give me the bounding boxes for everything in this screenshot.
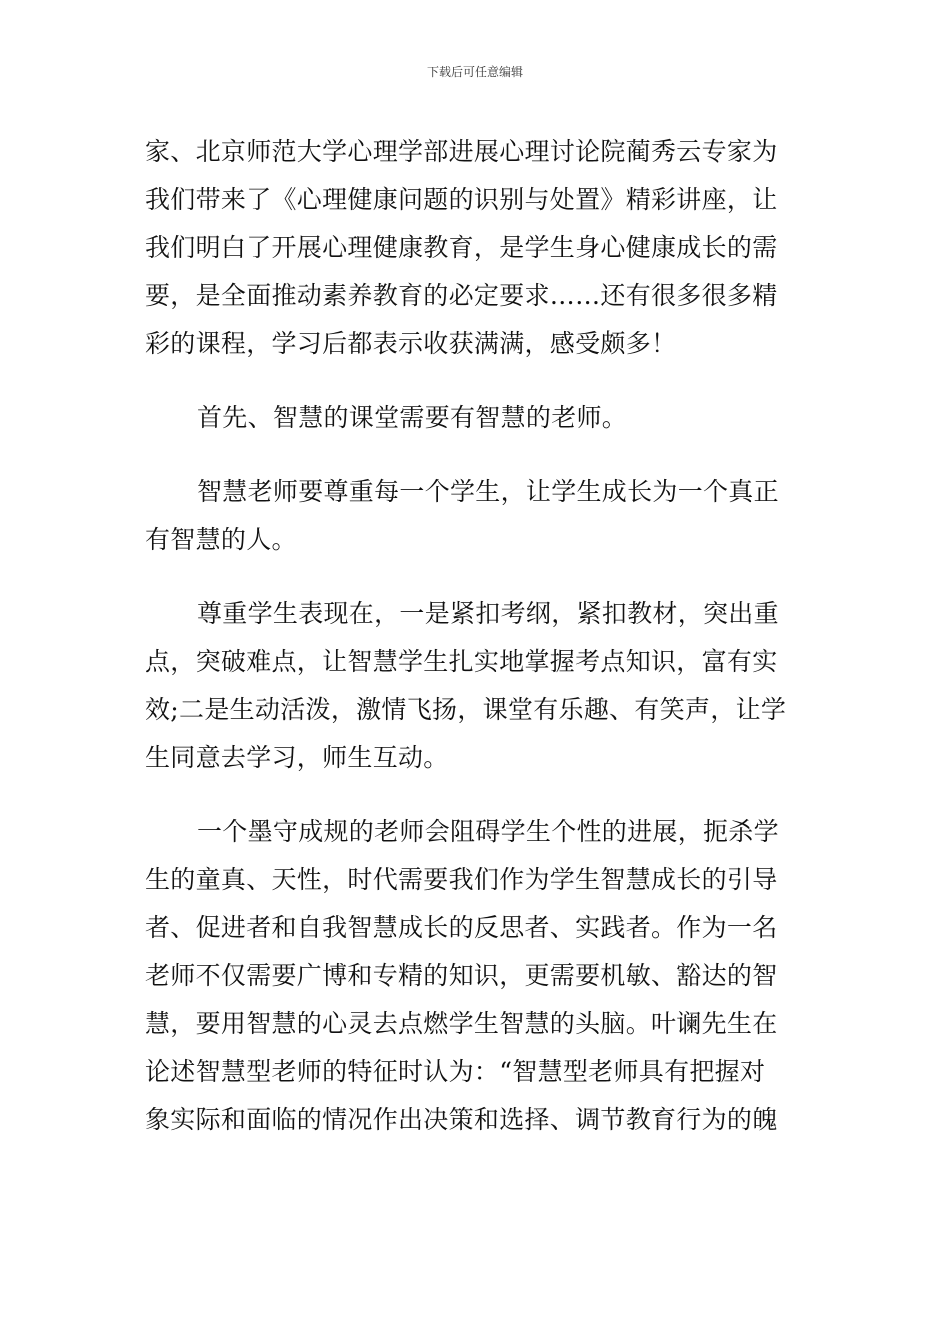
text-line: 一个墨守成规的老师会阻碍学生个性的进展，扼杀学 — [197, 817, 779, 846]
text-line: 有智慧的人。 — [145, 525, 297, 554]
text-line: 象实际和面临的情况作出决策和选择、调节教育行为的魄 — [145, 1105, 778, 1134]
paragraph — [145, 394, 805, 442]
document-body — [145, 128, 805, 1144]
text-line: 彩的课程，学习后都表示收获满满，感受颇多！ — [145, 329, 677, 358]
text-line: 智慧老师要尊重每一个学生，让学生成长为一个真正 — [197, 477, 779, 506]
text-line: 点，突破难点，让智慧学生扎实地掌握考点知识，富有实 — [145, 647, 778, 676]
text-line: 我们带来了《心理健康问题的识别与处置》精彩讲座，让 — [145, 185, 778, 214]
paragraph-gap — [145, 442, 805, 468]
text-line: 尊重学生表现在，一是紧扣考纲，紧扣教材，突出重 — [197, 599, 779, 628]
paragraph — [145, 128, 805, 368]
paragraph — [145, 590, 805, 782]
paragraph-gap — [145, 564, 805, 590]
text-line: 我们明白了开展心理健康教育，是学生身心健康成长的需 — [145, 233, 778, 262]
text-line: 家、北京师范大学心理学部进展心理讨论院蔺秀云专家为 — [145, 137, 778, 166]
page-header: 下载后可任意编辑 — [426, 65, 523, 79]
text-line: 老师不仅需要广博和专精的知识，更需要机敏、豁达的智 — [145, 961, 778, 990]
text-line: 生同意去学习，师生互动。 — [145, 743, 449, 772]
text-line: 生的童真、天性，时代需要我们作为学生智慧成长的引导 — [145, 865, 778, 894]
text-line: 论述智慧型老师的特征时认为：“智慧型老师具有把握对 — [145, 1057, 766, 1086]
paragraph — [145, 808, 805, 1144]
text-line: 首先、智慧的课堂需要有智慧的老师。 — [197, 403, 628, 432]
text-line: 要，是全面推动素养教育的必定要求……还有很多很多精 — [145, 281, 778, 310]
paragraph-gap — [145, 782, 805, 808]
paragraph — [145, 468, 805, 564]
text-line: 效;二是生动活泼，激情飞扬，课堂有乐趣、有笑声，让学 — [145, 695, 787, 724]
text-line: 慧，要用智慧的心灵去点燃学生智慧的头脑。叶谰先生在 — [145, 1009, 778, 1038]
text-line: 者、促进者和自我智慧成长的反思者、实践者。作为一名 — [145, 913, 778, 942]
paragraph-gap — [145, 368, 805, 394]
